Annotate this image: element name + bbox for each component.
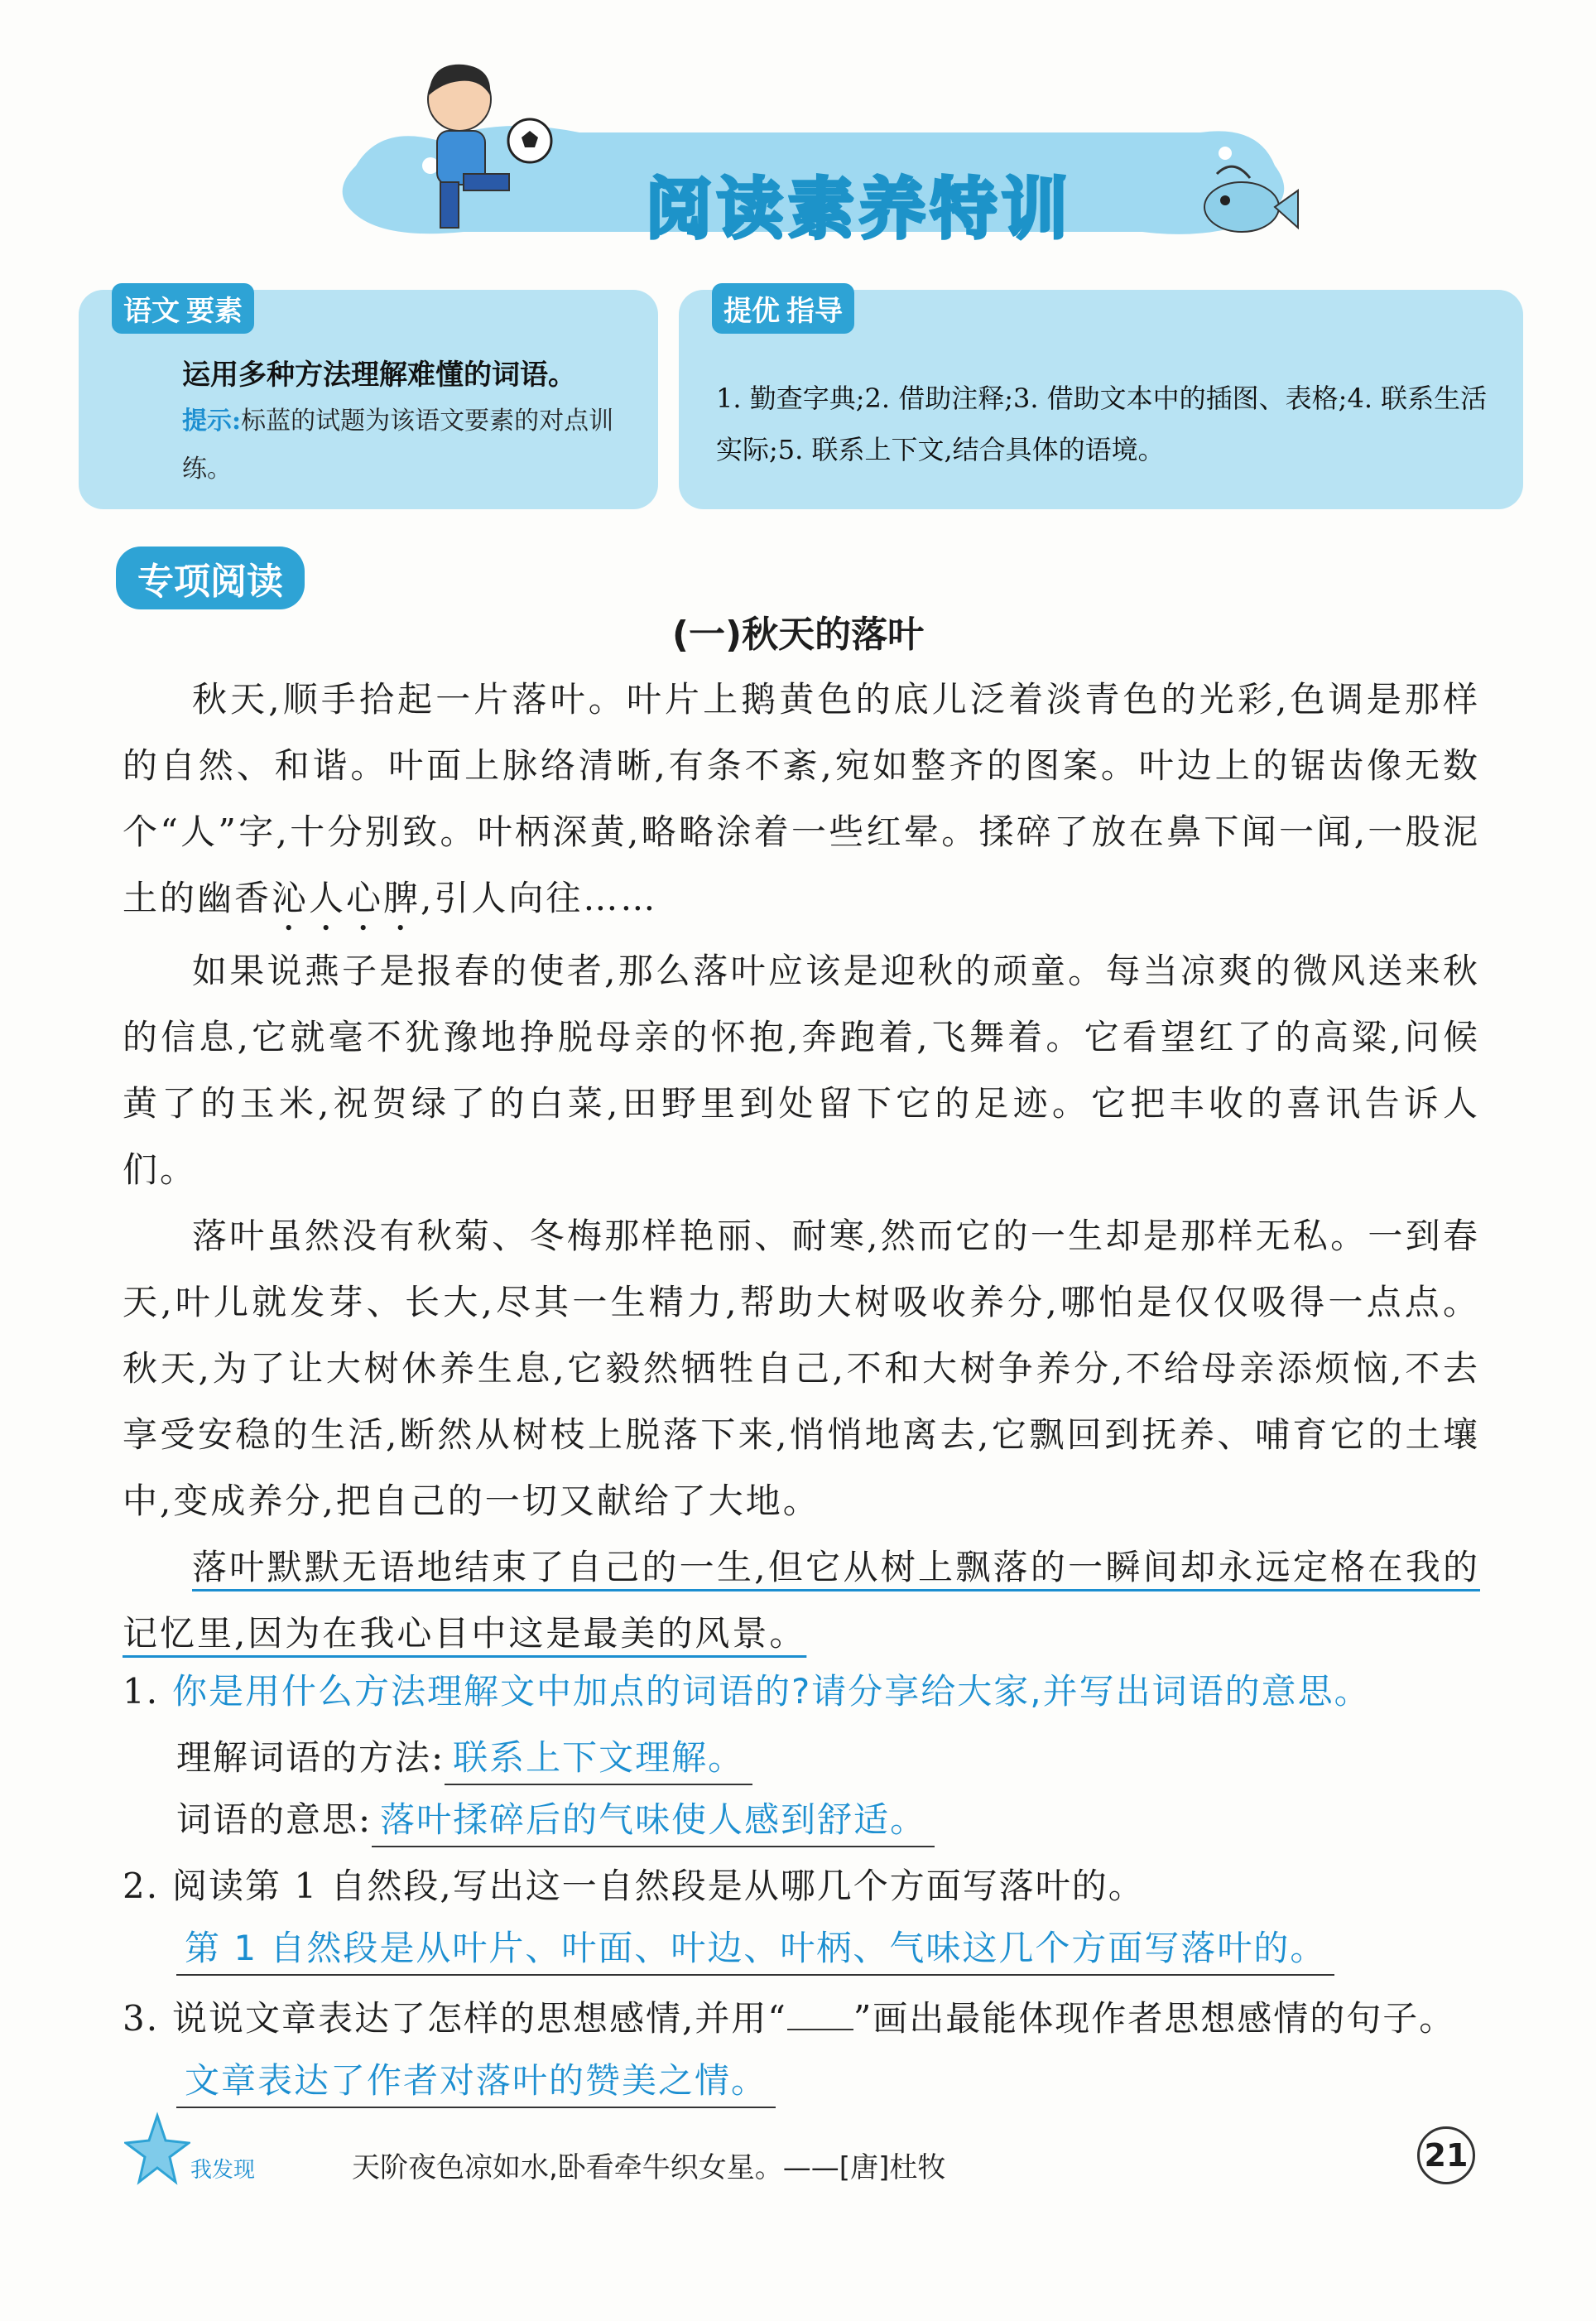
- question-2: 2. 阅读第 1 自然段,写出这一自然段是从哪几个方面写落叶的。: [123, 1866, 1145, 1906]
- paragraph-3: 落叶虽然没有秋菊、冬梅那样艳丽、耐寒,然而它的一生却是那样无私。一到春天,叶儿就发芽、长大,尽其一生精力,帮助大树吸收养分,哪怕是仅仅吸得一点点。秋天,为了让大树休养生息,它毅然牺牲自己,不和大树争养分,不给母亲添烦恼,不去享受安稳的生活,断然从树枝上脱落下来,悄悄地离去,它飘回到抚养、哺育它的土壤中,变成养分,把自己的一切又献给了大地。: [123, 1216, 1480, 1521]
- guidance-panel: [679, 290, 1523, 509]
- language-element-tip: 提示:标蓝的试题为该语文要素的对点训练。: [182, 407, 614, 484]
- paragraph-1: 秋天,顺手拾起一片落叶。叶片上鹅黄色的底儿泛着淡青色的光彩,色调是那样的自然、和谐。叶面上脉络清晰,有条不紊,宛如整齐的图案。叶边上的锯齿像无数个“人”字,十分别致。叶柄深黄,略略涂着一些红晕。揉碎了放在鼻下闻一闻,一股泥土的幽香沁人心脾,引人向往……: [123, 679, 1480, 918]
- paragraph-2: 如果说燕子是报春的使者,那么落叶应该是迎秋的顽童。每当凉爽的微风送来秋的信息,它就毫不犹豫地挣脱母亲的怀抱,奔跑着,飞舞着。它看望红了的高粱,问候黄了的玉米,祝贺绿了的白菜,田野里到处留下它的足迹。它把丰收的喜讯告诉人们。: [123, 951, 1480, 1190]
- language-elements-tag: 语文 要素: [112, 283, 254, 334]
- dotted-word: 沁人心脾: [272, 878, 421, 918]
- q3-answer[interactable]: 文章表达了作者对落叶的赞美之情。: [176, 2054, 776, 2108]
- q1-method: 理解词语的方法: 联系上下文理解。: [176, 1731, 752, 1785]
- question-1: 1. 你是用什么方法理解文中加点的词语的?请分享给大家,并写出词语的意思。: [123, 1671, 1371, 1712]
- article-body: [123, 667, 1480, 1667]
- page-title: 阅读素养特训: [646, 171, 1073, 248]
- starfish-icon: [124, 2112, 190, 2186]
- language-elements-panel: [79, 290, 658, 509]
- underlined-sentence: 落叶默默无语地结束了自己的一生,但它从树上飘落的一瞬间却永远定格在我的记忆里,因为在我心目中这是最美的风景。: [123, 1547, 1480, 1654]
- footer-quote: 天阶夜色凉如水,卧看牵牛织女星。——[唐]杜牧: [352, 2151, 946, 2184]
- section-badge: 专项阅读: [116, 547, 305, 609]
- q1-method-answer[interactable]: 联系上下文理解。: [445, 1731, 752, 1785]
- guidance-text: 1. 勤查字典;2. 借助注释;3. 借助文本中的插图、表格;4. 联系生活实际;5. 联系上下文,结合具体的语境。: [716, 383, 1488, 465]
- story-title: (一)秋天的落叶: [671, 614, 925, 656]
- q3-answer-row: [176, 2054, 776, 2108]
- language-element-main: 运用多种方法理解难懂的词语。: [182, 359, 576, 392]
- fish-icon: [1192, 157, 1300, 248]
- page-number: 21: [1417, 2126, 1475, 2184]
- discovery-label: 我发现: [190, 2158, 256, 2183]
- paragraph-4: [123, 1534, 1480, 1667]
- guidance-tag: 提优 指导: [712, 283, 854, 334]
- q2-answer-row: [176, 1921, 1334, 1976]
- q1-meaning-answer[interactable]: 落叶揉碎后的气味使人感到舒适。: [372, 1793, 935, 1847]
- q1-meaning: 词语的意思: 落叶揉碎后的气味使人感到舒适。: [176, 1793, 935, 1847]
- boy-playing-football-icon: [397, 50, 563, 248]
- q2-answer[interactable]: 第 1 自然段是从叶片、叶面、叶边、叶柄、气味这几个方面写落叶的。: [176, 1921, 1334, 1976]
- question-3: 3. 说说文章表达了怎样的思想感情,并用“ ”画出最能体现作者思想感情的句子。: [123, 1998, 1456, 2039]
